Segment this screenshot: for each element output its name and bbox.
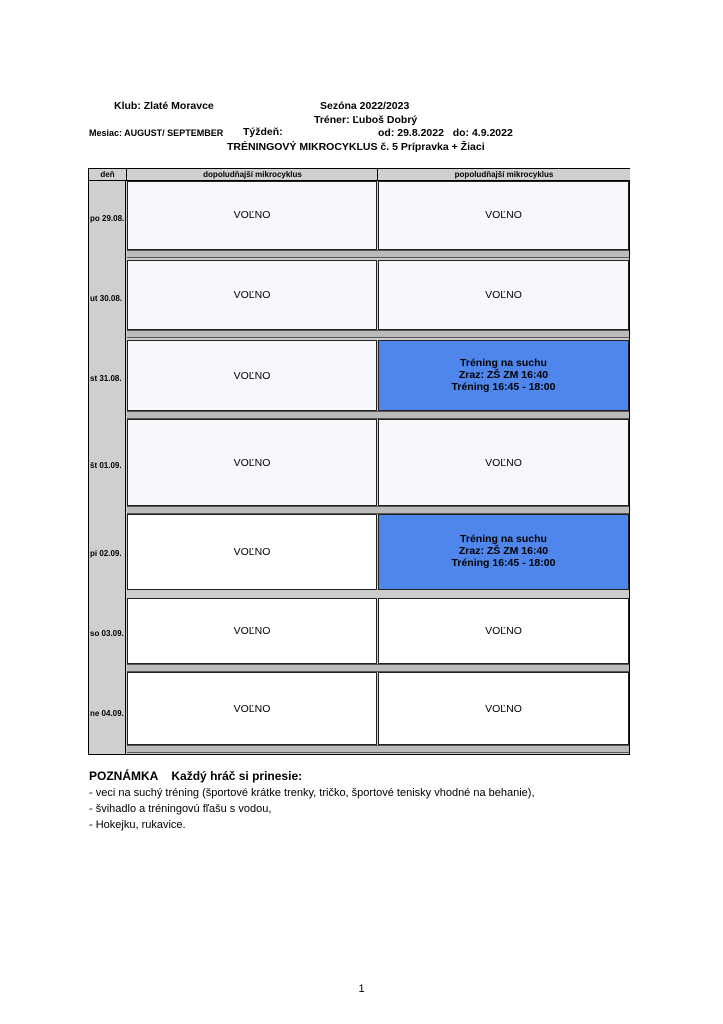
row-divider [127, 745, 629, 753]
afternoon-cell: VOĽNO [378, 260, 629, 330]
meeting-time: Zraz: ZŠ ZM 16:40 [458, 545, 549, 557]
afternoon-cell: VOĽNO [378, 181, 629, 250]
day-label: so 03.09. [89, 597, 126, 673]
training-time: Tréning 16:45 - 18:00 [451, 557, 556, 569]
season: Sezóna 2022/2023 [320, 100, 410, 112]
training-cell [378, 514, 629, 590]
morning-cell: VOĽNO [127, 672, 377, 745]
schedule-table [88, 168, 630, 755]
date-range: od: 29.8.2022 do: 4.9.2022 [378, 127, 513, 139]
training-time: Tréning 16:45 - 18:00 [451, 381, 556, 393]
club-name: Klub: Zlaté Moravce [114, 100, 214, 112]
meeting-time: Zraz: ZŠ ZM 16:40 [458, 369, 549, 381]
day-label: st 31.08. [89, 341, 126, 420]
page-number: 1 [358, 983, 365, 995]
row-divider [127, 411, 629, 419]
month: Mesiac: AUGUST/ SEPTEMBER [89, 128, 224, 138]
morning-cell: VOĽNO [127, 419, 377, 506]
day-label: po 29.08. [89, 181, 126, 261]
day-label: pi 02.09. [89, 515, 126, 597]
col-header-afternoon: popoludňajší mikrocyklus [377, 169, 630, 180]
morning-cell: VOĽNO [127, 260, 377, 330]
day-label: ut 30.08. [89, 261, 126, 341]
row-divider [127, 250, 629, 258]
note-item: - veci na suchý tréning (športové krátke trenky, tričko, športové tenisky vhodné na behanie), [89, 787, 535, 799]
week-label: Týždeň: [243, 126, 283, 138]
note-subtitle: Každý hráč si prinesie: [171, 769, 303, 783]
note-title: POZNÁMKA [89, 769, 159, 783]
morning-cell: VOĽNO [127, 340, 377, 411]
morning-cell: VOĽNO [127, 181, 377, 250]
training-cell [378, 340, 629, 411]
training-title: Tréning na suchu [460, 357, 547, 369]
col-header-day: deň [89, 169, 126, 180]
note-item: - švihadlo a tréningovú fľašu s vodou, [89, 803, 272, 815]
day-label: št 01.09. [89, 420, 126, 515]
afternoon-cell: VOĽNO [378, 419, 629, 506]
document-title: TRÉNINGOVÝ MIKROCYKLUS č. 5 Prípravka + Žiaci [227, 141, 485, 153]
morning-cell: VOĽNO [127, 514, 377, 590]
row-divider [127, 664, 629, 672]
training-title: Tréning na suchu [460, 533, 547, 545]
note-item: - Hokejku, rukavice. [89, 819, 186, 831]
afternoon-cell: VOĽNO [378, 672, 629, 745]
morning-cell: VOĽNO [127, 598, 377, 664]
coach: Tréner: Ľuboš Dobrý [314, 114, 418, 126]
col-header-morning: dopoludňajší mikrocyklus [126, 169, 378, 180]
day-label: ne 04.09. [89, 673, 126, 754]
row-divider [127, 506, 629, 514]
row-divider [127, 330, 629, 338]
note-section [89, 768, 535, 833]
afternoon-cell: VOĽNO [378, 598, 629, 664]
